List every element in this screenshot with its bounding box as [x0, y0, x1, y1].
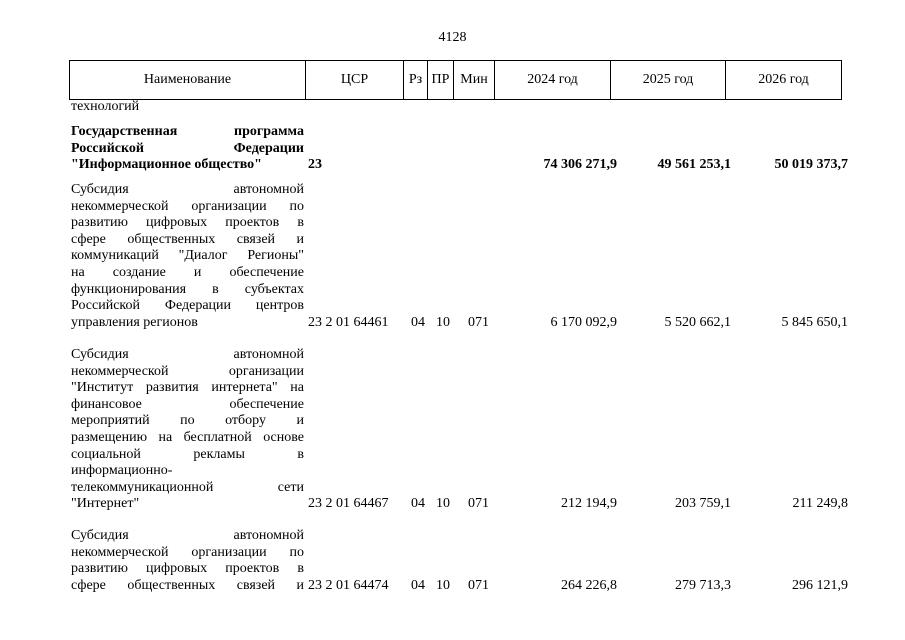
cell-y2026: 50 019 373,7	[774, 157, 848, 173]
cell-csr: 23 2 01 64467	[308, 496, 389, 512]
cell-y2024: 212 194,9	[561, 496, 617, 512]
cell-min: 071	[468, 496, 489, 512]
cell-csr: 23	[308, 157, 322, 173]
row-name-line: информационно-	[71, 463, 173, 479]
row-name	[71, 347, 304, 513]
row-name-line: "Интернет"	[71, 496, 140, 512]
row-name-line: Субсидия автономной	[71, 347, 304, 362]
cell-pr: 10	[436, 496, 450, 512]
row-name-line: управления регионов	[71, 314, 198, 330]
row-name-line: функционирования в субъектах	[71, 281, 304, 297]
header-pr: ПР	[428, 61, 454, 100]
header-name: Наименование	[70, 61, 306, 100]
row-name-line: Субсидия автономной	[71, 182, 304, 197]
cell-y2025: 279 713,3	[675, 577, 731, 593]
row-name-line: Государственная программа	[71, 124, 304, 139]
cell-y2024: 6 170 092,9	[550, 314, 617, 330]
cell-pr: 10	[436, 577, 450, 593]
cell-y2024: 264 226,8	[561, 577, 617, 593]
row-name-line: некоммерческой организации по	[71, 198, 304, 214]
header-2025: 2025 год	[611, 61, 726, 100]
cell-min: 071	[468, 314, 489, 330]
header-rz: Рз	[404, 61, 428, 100]
header-2024: 2024 год	[495, 61, 611, 100]
row-name	[71, 528, 304, 594]
row-name-line: "Институт развития интернета" на	[71, 380, 304, 396]
cell-rz: 04	[411, 577, 425, 593]
row-name-line: Российской Федерации центров	[71, 298, 304, 314]
row-name-line: Субсидия автономной	[71, 528, 304, 543]
page-number: 4128	[438, 30, 467, 45]
cell-y2026: 211 249,8	[792, 496, 848, 512]
continued-text: технологий	[71, 99, 140, 114]
cell-y2025: 203 759,1	[675, 496, 731, 512]
row-name-line: размещению на бесплатной основе	[71, 429, 304, 445]
row-name-line: "Информационное общество"	[71, 157, 262, 173]
row-name-line: телекоммуникационной сети	[71, 479, 304, 495]
row-name-line: развитию цифровых проектов в	[71, 215, 304, 231]
cell-min: 071	[468, 577, 489, 593]
row-name-line: коммуникаций "Диалог Регионы"	[71, 248, 304, 264]
cell-y2026: 296 121,9	[792, 577, 848, 593]
row-name-line: сфере общественных связей и	[71, 231, 304, 247]
table-header	[69, 60, 842, 100]
cell-y2025: 5 520 662,1	[664, 314, 731, 330]
row-name-line: Российской Федерации	[71, 140, 304, 156]
header-min: Мин	[454, 61, 495, 100]
row-name-line: мероприятий по отбору и	[71, 413, 304, 429]
cell-csr: 23 2 01 64461	[308, 314, 389, 330]
row-name-line: развитию цифровых проектов в	[71, 561, 304, 577]
row-name-line: некоммерческой организации по	[71, 544, 304, 560]
row-name-line: сфере общественных связей и	[71, 577, 304, 593]
row-name	[71, 182, 304, 331]
row-name-line: некоммерческой организации	[71, 363, 304, 379]
cell-rz: 04	[411, 314, 425, 330]
row-name-line: социальной рекламы в	[71, 446, 304, 462]
cell-y2024: 74 306 271,9	[543, 157, 617, 173]
cell-y2026: 5 845 650,1	[781, 314, 848, 330]
cell-rz: 04	[411, 496, 425, 512]
header-csr: ЦСР	[306, 61, 404, 100]
cell-csr: 23 2 01 64474	[308, 577, 389, 593]
row-name	[71, 124, 304, 174]
cell-pr: 10	[436, 314, 450, 330]
header-2026: 2026 год	[726, 61, 842, 100]
row-name-line: на создание и обеспечение	[71, 264, 304, 280]
row-name-line: финансовое обеспечение	[71, 396, 304, 412]
cell-y2025: 49 561 253,1	[657, 157, 731, 173]
